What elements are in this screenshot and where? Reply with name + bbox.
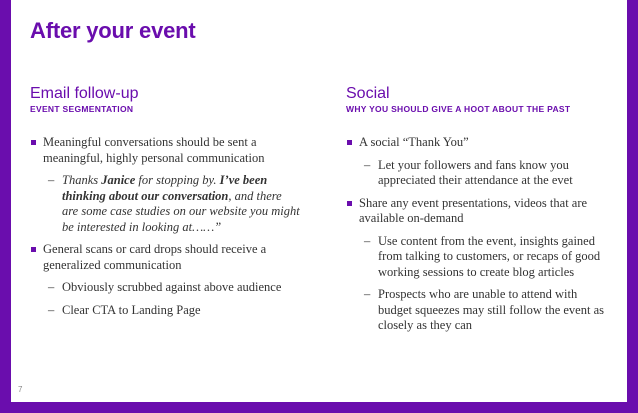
sub-list-item [30, 173, 300, 235]
list-item-text: Share any event presentations, videos that are available on-demand [359, 195, 588, 225]
sub-list-item [346, 158, 606, 189]
dash-icon: – [364, 157, 371, 172]
slide-border-right [627, 0, 638, 413]
slide-border-left [0, 0, 11, 413]
email-subheading: EVENT SEGMENTATION [30, 104, 134, 114]
social-column [346, 84, 606, 341]
sub-list-item [346, 234, 606, 281]
quote-part: Thanks [62, 173, 102, 187]
list-item-text: Meaningful conversations should be sent a meaningful, highly personal communication [43, 135, 265, 165]
email-column [30, 84, 300, 325]
social-subheading: WHY YOU SHOULD GIVE A HOOT ABOUT THE PAST [346, 104, 571, 114]
sub-list-item [30, 303, 300, 319]
quote-name: Janice [101, 173, 136, 187]
dash-icon: – [48, 302, 55, 317]
list-item-text: General scans or card drops should receive a generalized communication [43, 242, 267, 272]
dash-icon: – [48, 173, 55, 187]
social-list [346, 135, 606, 334]
sub-list-item-text: Use content from the event, insights gained from talking to customers, or recaps of good working sessions to create blog articles [378, 233, 601, 279]
email-list [30, 135, 300, 318]
list-item [346, 196, 606, 227]
square-bullet-icon [31, 140, 36, 145]
page-number: 7 [18, 385, 23, 394]
quote-part: for stopping by. [135, 173, 220, 187]
square-bullet-icon [347, 201, 352, 206]
dash-icon: – [364, 233, 371, 248]
dash-icon: – [364, 287, 371, 301]
quote-emphasis: I’ve been thinking about our conversation [62, 173, 268, 203]
quote-part: , and there are some case studies on our website you might be interested in looking at……” [62, 188, 300, 234]
list-item [30, 135, 300, 166]
sub-list-item-text: Prospects who are unable to attend with budget squeezes may still follow the event as closely as they can [378, 287, 604, 332]
square-bullet-icon [347, 140, 352, 145]
social-heading: Social [346, 85, 390, 102]
slide-border-bottom [0, 402, 638, 413]
sub-list-item-text: Clear CTA to Landing Page [62, 302, 201, 317]
list-item [30, 242, 300, 273]
slide-title: After your event [30, 18, 196, 43]
sub-list-item [346, 287, 606, 334]
sub-list-item-text: Obviously scrubbed against above audience [62, 280, 282, 294]
list-item-text: A social “Thank You” [359, 135, 469, 149]
email-heading: Email follow-up [30, 85, 139, 102]
square-bullet-icon [31, 247, 36, 252]
sub-list-item-text: Let your followers and fans know you appreciated their attendance at the evet [378, 157, 573, 187]
list-item [346, 135, 606, 151]
sub-list-item [30, 280, 300, 296]
dash-icon: – [48, 280, 55, 294]
